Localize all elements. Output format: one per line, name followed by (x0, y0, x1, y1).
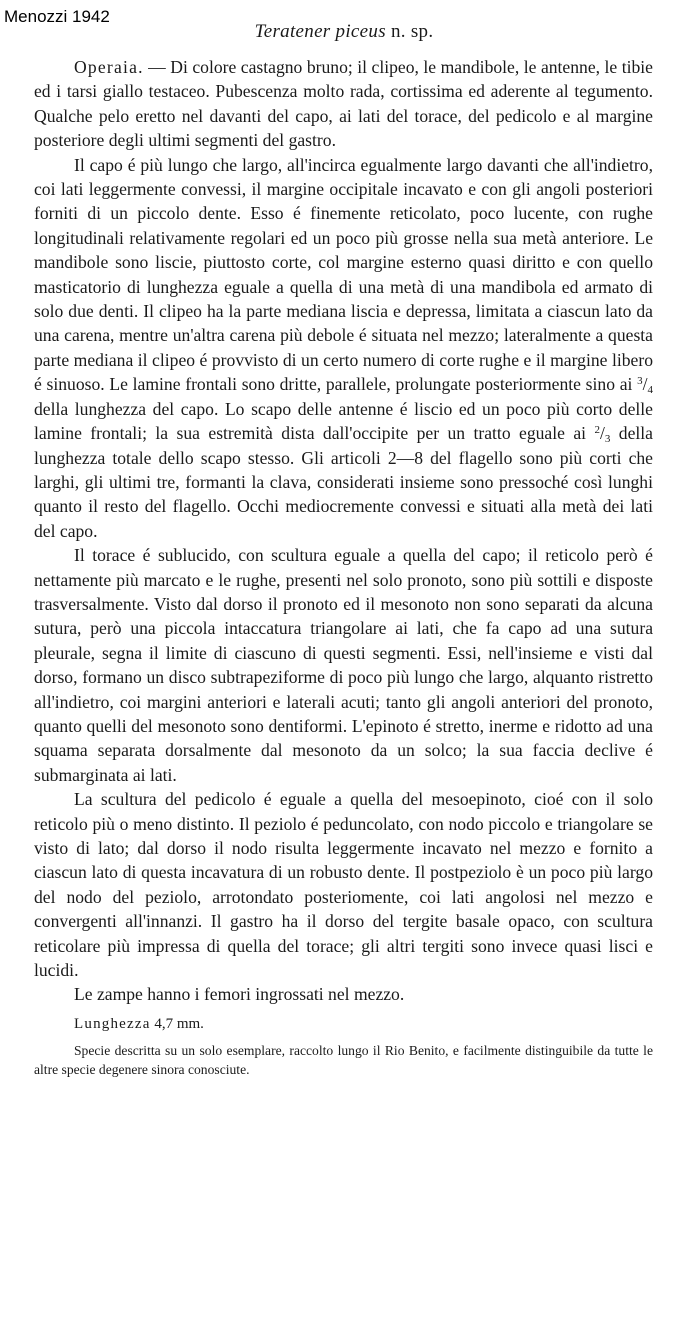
fraction-numerator: 2 (594, 424, 600, 437)
paragraph-head-text-b: della lunghezza del capo. Lo scapo delle antenne é liscio ed un poco più corto delle lamine frontali; la sua estremità dista dall'occipite per un tratto eguale ai (34, 398, 653, 444)
description-body (34, 55, 653, 1079)
length-label: Lunghezza (74, 1015, 151, 1032)
paragraph-pedicel: La scultura del pedicolo é eguale a quella del mesoepinoto, cioé con il solo reticolo più o meno distinto. Il peziolo é peduncolato, con nodo piccolo e triangolare se visto di lato; dal dorso il nodo risulta leggermente incavato nel mezzo e fornito a ciascun lato di questa incavatura di un robusto dente. Il postpeziolo è un poco più largo del nodo del peziolo, arrotondato posteriomente, coi lati angolosi nel mezzo e convergenti all'innanzi. Il gastro ha il dorso del tergite basale opaco, con scultura reticolare più impressa di quella del torace; gli altri tergiti sono invece quasi lisci e lucidi. (34, 789, 653, 981)
citation-tag: Menozzi 1942 (4, 7, 110, 26)
paragraph-head-text-c: della lunghezza totale dello scapo stesso. Gli articoli 2—8 del flagello sono più corti che larghi, gli ultimi tre, formanti la clava, considerati insieme sono pressoché così lunghi quanto il resto del flagello. Occhi mediocremente convessi e situati alla metà dei lati del capo. (34, 423, 653, 541)
fraction-denominator: 3 (604, 433, 611, 446)
specimen-note: Specie descritta su un solo esemplare, raccolto lungo il Rio Benito, e facilmente distinguibile da tutte le altre specie degenere sinora conosciute. (34, 1042, 653, 1077)
new-species-marker: n. sp. (385, 21, 434, 42)
species-name: Teratener piceus (254, 21, 386, 42)
caste-heading: Operaia. (74, 57, 144, 77)
paragraph-head: Il capo é più lungo che largo, all'incirca egualmente largo davanti che all'indietro, coi lati leggermente convessi, il margine occipitale incavato e con gli angoli posteriori forniti di un piccolo dente. Esso é finemente reticolato, poco lucente, con rughe longitudinali relativamente regolari ed un poco più grosse nella sua metà anteriore. Le mandibole sono liscie, piuttosto corte, col margine esterno quasi diritto e con quello masticatorio di lunghezza eguale a quella di una metà di una mandibola ed armato di solo due denti. Il clipeo ha la parte mediana liscia e depressa, limitata a ciascun lato da una carena, mentre un'altra carena più debole é situata nel mezzo; lateralmente a questa parte mediana il clipeo é provvisto di un certo numero di corte rughe e il margine libero é sinuoso. Le lamine frontali sono dritte, parallele, prolungate posteriormente sino ai $^3/_4$ della lunghezza del capo. Lo scapo delle antenne é liscio ed un poco più corto delle lamine frontali; la sua estremità dista dall'occipite per un tratto eguale ai $^2/_3$ della lunghezza totale dello scapo stesso. Gli articoli 2—8 del flagello sono più corti che larghi, gli ultimi tre, formanti la clava, considerati insieme sono pressoché così lunghi quanto il resto del flagello. Occhi mediocremente convessi e situati alla metà dei lati del capo. (34, 154, 653, 541)
species-title (0, 21, 688, 43)
paragraph-worker-text: — Di colore castagno bruno; il clipeo, le mandibole, le antenne, le tibie ed i tarsi giallo testaceo. Pubescenza molto rada, cortissima ed aderente al tegumento. Qualche pelo eretto nel davanti del capo, ai lati del torace, del pedicolo e al margine posteriore degli ultimi segmenti del gastro. (34, 57, 653, 151)
paragraph-worker (34, 55, 653, 153)
paragraph-thorax: Il torace é sublucido, con scultura eguale a quella del capo; il reticolo però é nettamente più marcato e le rughe, presenti nel solo pronoto, sono più sottili e disposte trasversalmente. Visto dal dorso il pronoto ed il mesonoto non sono separati da alcuna sutura, però una piccola intaccatura triangolare ai lati, che fa capo ad una sutura pleurale, segna il limite di ciascuno di questi segmenti. Essi, nell'insieme e visti dal dorso, formano un disco subtrapeziforme di poco più lungo che largo, alquanto ristretto all'indietro, coi margini anteriori e laterali acuti; tanto gli angoli anteriori del pronoto, quanto quelli del mesonoto sono dentiformi. L'epinoto é stretto, inerme e ridotto ad una squama separata dorsalmente dal mesonoto da un solco; la sua faccia declive é submarginata ai lati. (34, 545, 653, 785)
fraction-denominator: 4 (647, 384, 653, 397)
paragraph-head-text-a: Il capo é più lungo che largo, all'incirca egualmente largo davanti che all'indietro, coi lati leggermente convessi, il margine occipitale incavato e con gli angoli posteriori forniti di un piccolo dente. Esso é finemente reticolato, poco lucente, con rughe longitudinali relativamente regolari ed un poco più grosse nella sua metà anteriore. Le mandibole sono liscie, piuttosto corte, col margine esterno quasi diritto e con quello masticatorio di lunghezza eguale a quella di una metà di una mandibola ed armato di solo due denti. Il clipeo ha la parte mediana liscia e depressa, limitata a ciascun lato da una carena, mentre un'altra carena più debole é situata nel mezzo; lateralmente a questa parte mediana il clipeo é provvisto di un certo numero di corte rughe e il margine libero é sinuoso. Le lamine frontali sono dritte, parallele, prolungate posteriormente sino ai (34, 154, 653, 395)
fraction-numerator: 3 (637, 375, 643, 388)
length-measure (34, 1013, 653, 1035)
length-value: 4,7 mm. (150, 1015, 204, 1032)
paragraph-legs: Le zampe hanno i femori ingrossati nel mezzo. (74, 984, 405, 1005)
